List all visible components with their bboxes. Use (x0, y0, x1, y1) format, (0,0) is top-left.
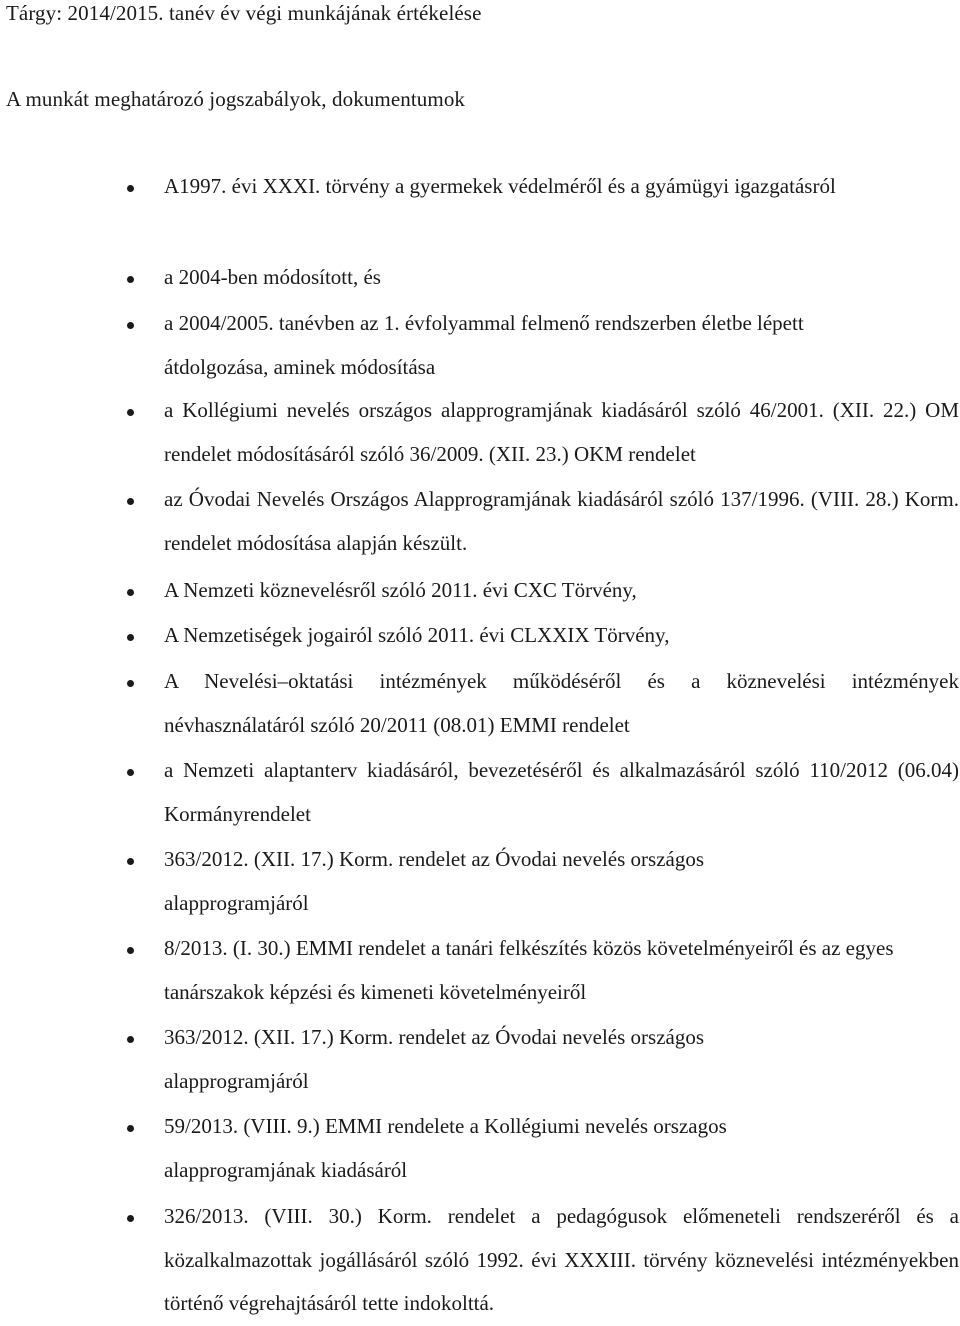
list-item-text: 326/2013. (VIII. 30.) Korm. rendelet a pedagógusok előmeneteli rendszeréről és a közalkalmazottak jogállásáról szóló 1992. évi XXXIII. törvény köznevelési intézményekben történő végrehajtásáról tette indokolttá. (164, 1204, 959, 1315)
bullet-icon (127, 680, 134, 687)
bullet-icon (127, 1125, 134, 1132)
list-item-text: 8/2013. (I. 30.) EMMI rendelet a tanári felkészítés közös követelményeiről és az egyes tanárszakok képzési és kimeneti követelményeiről (164, 936, 894, 1004)
list-item-text: a Kollégiumi nevelés országos alapprogramjának kiadásáról szóló 46/2001. (XII. 22.) OM rendelet módosításáról szóló 36/2009. (XII. 23.) OKM rendelet (164, 398, 959, 466)
bullet-icon (127, 634, 134, 641)
bullet-icon (127, 185, 134, 192)
list-item-text: A Nemzetiségek jogairól szóló 2011. évi CLXXIX Törvény, (164, 623, 670, 647)
bullet-icon (127, 858, 134, 865)
bullet-icon (127, 498, 134, 505)
bullet-icon (127, 589, 134, 596)
section-heading: A munkát meghatározó jogszabályok, dokumentumok (6, 87, 466, 111)
list-item-text: A1997. évi XXXI. törvény a gyermekek védelméről és a gyámügyi igazgatásról (164, 174, 836, 198)
subject-line: Tárgy: 2014/2015. tanév év végi munkájának értékelése (6, 1, 482, 25)
list-item-text: 363/2012. (XII. 17.) Korm. rendelet az Óvodai nevelés országos alapprogramjáról (164, 847, 705, 915)
list-item-text: a Nemzeti alaptanterv kiadásáról, bevezetéséről és alkalmazásáról szóló 110/2012 (06.04) Kormányrendelet (164, 758, 959, 826)
bullet-icon (127, 276, 134, 283)
list-item-text: A Nevelési–oktatási intézmények működéséről és a köznevelési intézmények névhasználatáról szóló 20/2011 (08.01) EMMI rendelet (164, 669, 959, 737)
list-item-text: a 2004-ben módosított, és (164, 265, 381, 289)
list-item-text: 363/2012. (XII. 17.) Korm. rendelet az Óvodai nevelés országos alapprogramjáról (164, 1025, 705, 1093)
bullet-icon (127, 769, 134, 776)
list-item-text: az Óvodai Nevelés Országos Alapprogramjának kiadásáról szóló 137/1996. (VIII. 28.) Korm. rendelet módosítása alapján készült. (164, 487, 959, 555)
list-item-text: a 2004/2005. tanévben az 1. évfolyammal felmenő rendszerben életbe lépett átdolgozása, aminek módosítása (164, 311, 804, 379)
bullet-icon (127, 947, 134, 954)
bullet-icon (127, 1215, 134, 1222)
list-item-text: A Nemzeti köznevelésről szóló 2011. évi CXC Törvény, (164, 578, 637, 602)
bullet-icon (127, 409, 134, 416)
bullet-icon (127, 1036, 134, 1043)
list-item-text: 59/2013. (VIII. 9.) EMMI rendelete a Kollégiumi nevelés orszagos alapprogramjának kiadásáról (164, 1114, 727, 1182)
bullet-icon (127, 322, 134, 329)
